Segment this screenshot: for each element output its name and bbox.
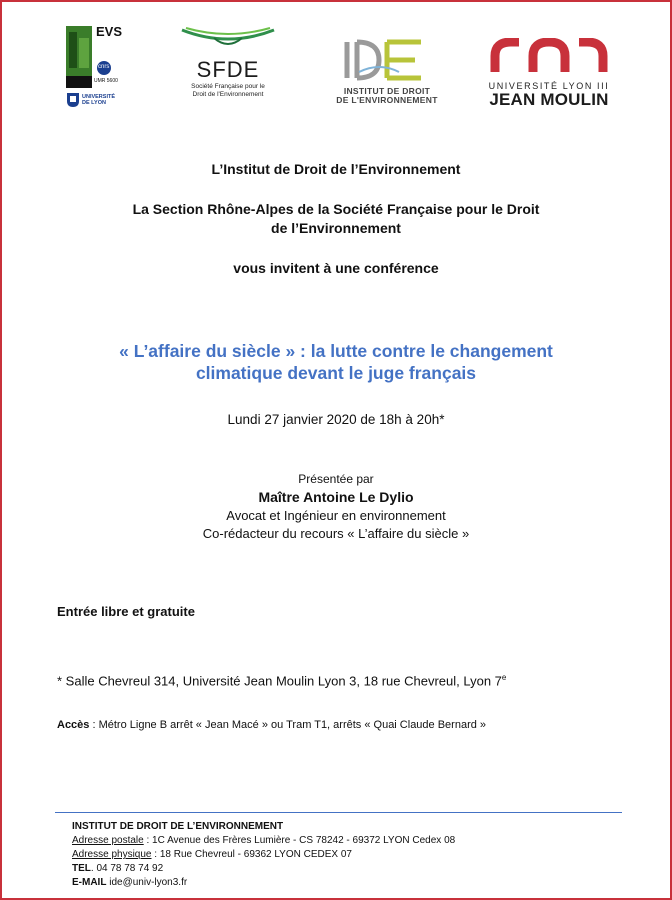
- conference-title-line-2: climatique devant le juge français: [195, 363, 477, 383]
- speaker-role-2: Co-rédacteur du recours « L’affaire du siècle »: [202, 526, 470, 541]
- venue-superscript: e: [501, 673, 507, 682]
- footer-physical-label: Adresse physique: [72, 849, 152, 860]
- section-heading: [2, 200, 670, 238]
- presented-by: Présentée par: [298, 472, 374, 486]
- ide-logo-line-2: DE L'ENVIRONNEMENT: [336, 95, 438, 105]
- footer-org: INSTITUT DE DROIT DE L’ENVIRONNEMENT: [72, 821, 284, 832]
- section-heading-line-1: La Section Rhône-Alpes de la Société Française pour le Droit: [132, 201, 540, 217]
- access-info: [57, 719, 486, 731]
- footer-email: [72, 876, 455, 890]
- lyon3-arches-icon: [489, 38, 609, 72]
- speaker-name: Maître Antoine Le Dylio: [258, 489, 414, 505]
- access-label: Accès: [57, 719, 90, 731]
- entry-note: Entrée libre et gratuite: [57, 604, 195, 619]
- conference-title: [2, 340, 670, 384]
- footer-postal: [72, 834, 455, 848]
- venue-address: [57, 673, 506, 688]
- conference-title-line-1: « L’affaire du siècle » : la lutte contre le changement: [119, 341, 553, 361]
- venue-text: * Salle Chevreul 314, Université Jean Moulin Lyon 3, 18 rue Chevreul, Lyon 7: [57, 673, 502, 689]
- footer-postal-label: Adresse postale: [72, 835, 144, 846]
- ide-logo: [332, 38, 442, 110]
- conference-date: Lundi 27 janvier 2020 de 18h à 20h*: [227, 412, 445, 427]
- umr-label: UMR 5600: [94, 78, 118, 84]
- section-heading-line-2: de l’Environnement: [271, 220, 401, 236]
- lyon3-logo-line-1: UNIVERSITÉ LYON III: [488, 81, 610, 91]
- universite-lyon-label: UNIVERSITÉ DE LYON: [82, 94, 116, 106]
- lion-crest-icon: [66, 92, 80, 108]
- ide-monogram-icon: [339, 38, 435, 82]
- footer-physical: [72, 848, 455, 862]
- access-text: : Métro Ligne B arrêt « Jean Macé » ou Tram T1, arrêts « Quai Claude Bernard »: [89, 719, 487, 731]
- footer-tel-label: TEL: [72, 863, 91, 874]
- sfde-logo: [180, 26, 276, 112]
- footer-physical-value: : 18 Rue Chevreul - 69362 LYON CEDEX 07: [151, 849, 352, 860]
- evs-logo: [64, 24, 126, 114]
- institute-heading: L’Institut de Droit de l’Environnement: [211, 161, 461, 177]
- evs-title: EVS: [96, 24, 123, 39]
- sfde-wave-icon: [180, 26, 276, 50]
- footer-email-value[interactable]: ide@univ-lyon3.fr: [106, 877, 188, 888]
- sfde-subtitle-1: Société Française pour le: [191, 83, 265, 90]
- ide-logo-line-1: INSTITUT DE DROIT: [343, 86, 431, 96]
- footer-tel: [72, 862, 455, 876]
- footer-contact: [72, 820, 455, 890]
- invite-text: vous invitent à une conférence: [233, 260, 439, 276]
- sfde-name: SFDE: [196, 57, 260, 82]
- sfde-subtitle-2: Droit de l'Environnement: [192, 91, 264, 98]
- speaker-role-1: Avocat et Ingénieur en environnement: [226, 508, 446, 523]
- cnrs-label: cnrs: [98, 64, 110, 70]
- lyon3-logo: [486, 38, 612, 112]
- footer-email-label: E-MAIL: [72, 877, 107, 888]
- footer-tel-value: . 04 78 78 74 92: [90, 863, 164, 874]
- footer-postal-value: : 1C Avenue des Frères Lumière - CS 78242 - 69372 LYON Cedex 08: [143, 835, 456, 846]
- footer-divider: [55, 812, 622, 813]
- lyon3-logo-line-2: JEAN MOULIN: [489, 90, 609, 109]
